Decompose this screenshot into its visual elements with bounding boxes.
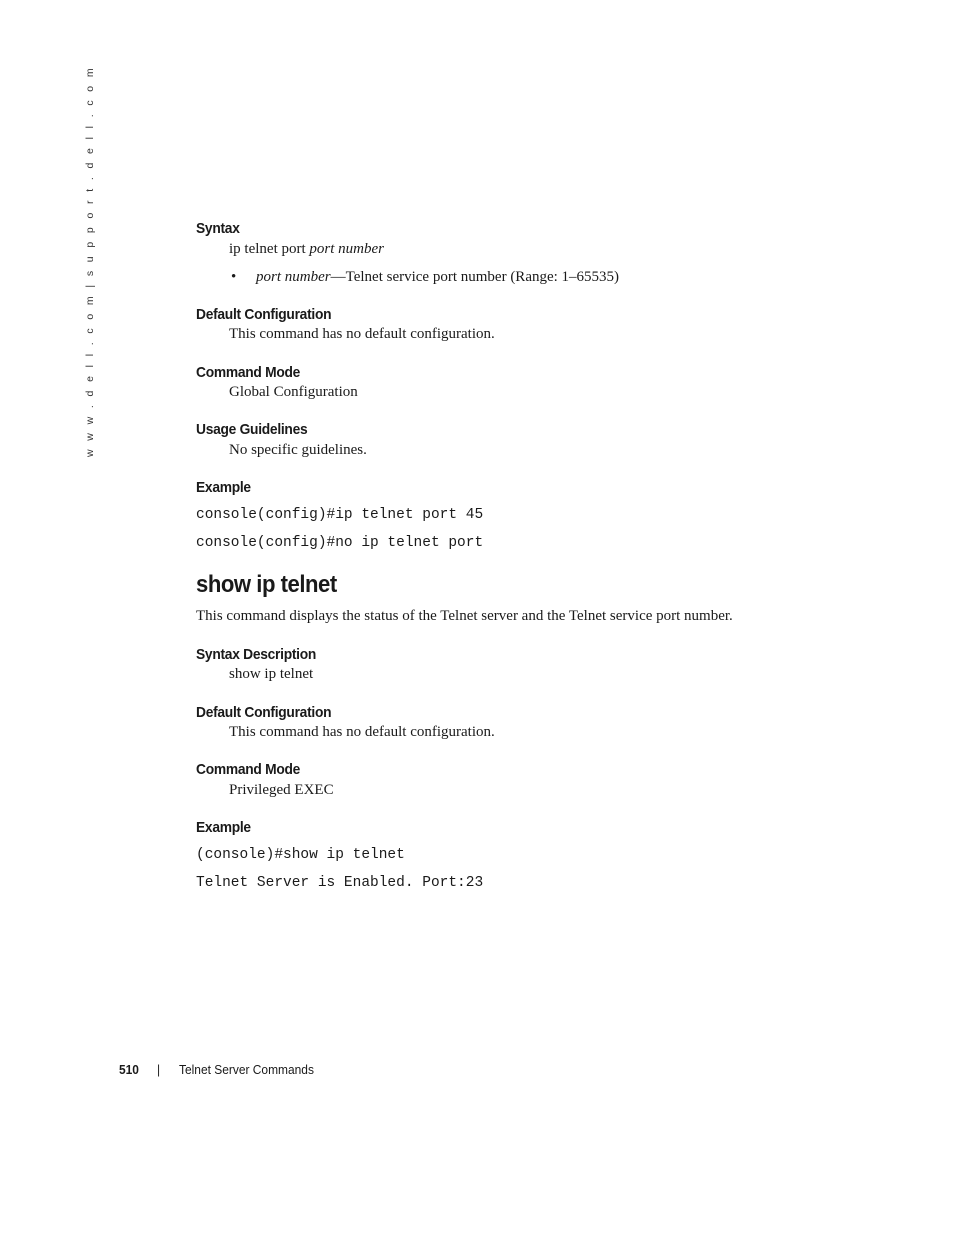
syntax-description-text: show ip telnet	[229, 666, 314, 682]
parameter-bullet	[256, 269, 619, 286]
command-description: This command displays the status of the Telnet server and the Telnet service port number.	[196, 608, 733, 624]
chapter-title: Telnet Server Commands	[179, 1062, 314, 1077]
command-mode-text: Privileged EXEC	[229, 782, 334, 798]
usage-guidelines-text: No specific guidelines.	[229, 442, 367, 458]
syntax-heading: Syntax	[196, 220, 240, 237]
footer-separator: |	[157, 1062, 161, 1077]
default-config-text: This command has no default configuration.	[229, 724, 495, 740]
usage-guidelines-heading: Usage Guidelines	[196, 421, 308, 438]
command-mode-text: Global Configuration	[229, 384, 358, 400]
syntax-description-heading: Syntax Description	[196, 646, 317, 663]
bullet-description: —Telnet service port number (Range: 1–65535)	[330, 269, 620, 285]
page-number: 510	[119, 1062, 139, 1077]
example-line: console(config)#ip telnet port 45	[196, 507, 484, 523]
command-mode-heading: Command Mode	[196, 761, 301, 778]
example-line: (console)#show ip telnet	[196, 847, 405, 863]
syntax-line	[229, 241, 384, 258]
bullet-parameter: port number	[256, 269, 331, 285]
default-config-heading: Default Configuration	[196, 306, 332, 323]
example-line: Telnet Server is Enabled. Port:23	[196, 875, 484, 891]
example-heading: Example	[196, 479, 251, 496]
command-title: show ip telnet	[196, 571, 337, 598]
side-url: w w w . d e l l . c o m | s u p p o r t . d e l l . c o m	[84, 65, 96, 457]
syntax-parameter: port number	[309, 241, 384, 257]
default-config-heading: Default Configuration	[196, 704, 332, 721]
syntax-command: ip telnet port	[229, 241, 306, 257]
bullet-marker: •	[231, 269, 237, 285]
example-heading: Example	[196, 819, 251, 836]
default-config-text: This command has no default configuration.	[229, 326, 495, 342]
example-line: console(config)#no ip telnet port	[196, 535, 484, 551]
command-mode-heading: Command Mode	[196, 364, 301, 381]
